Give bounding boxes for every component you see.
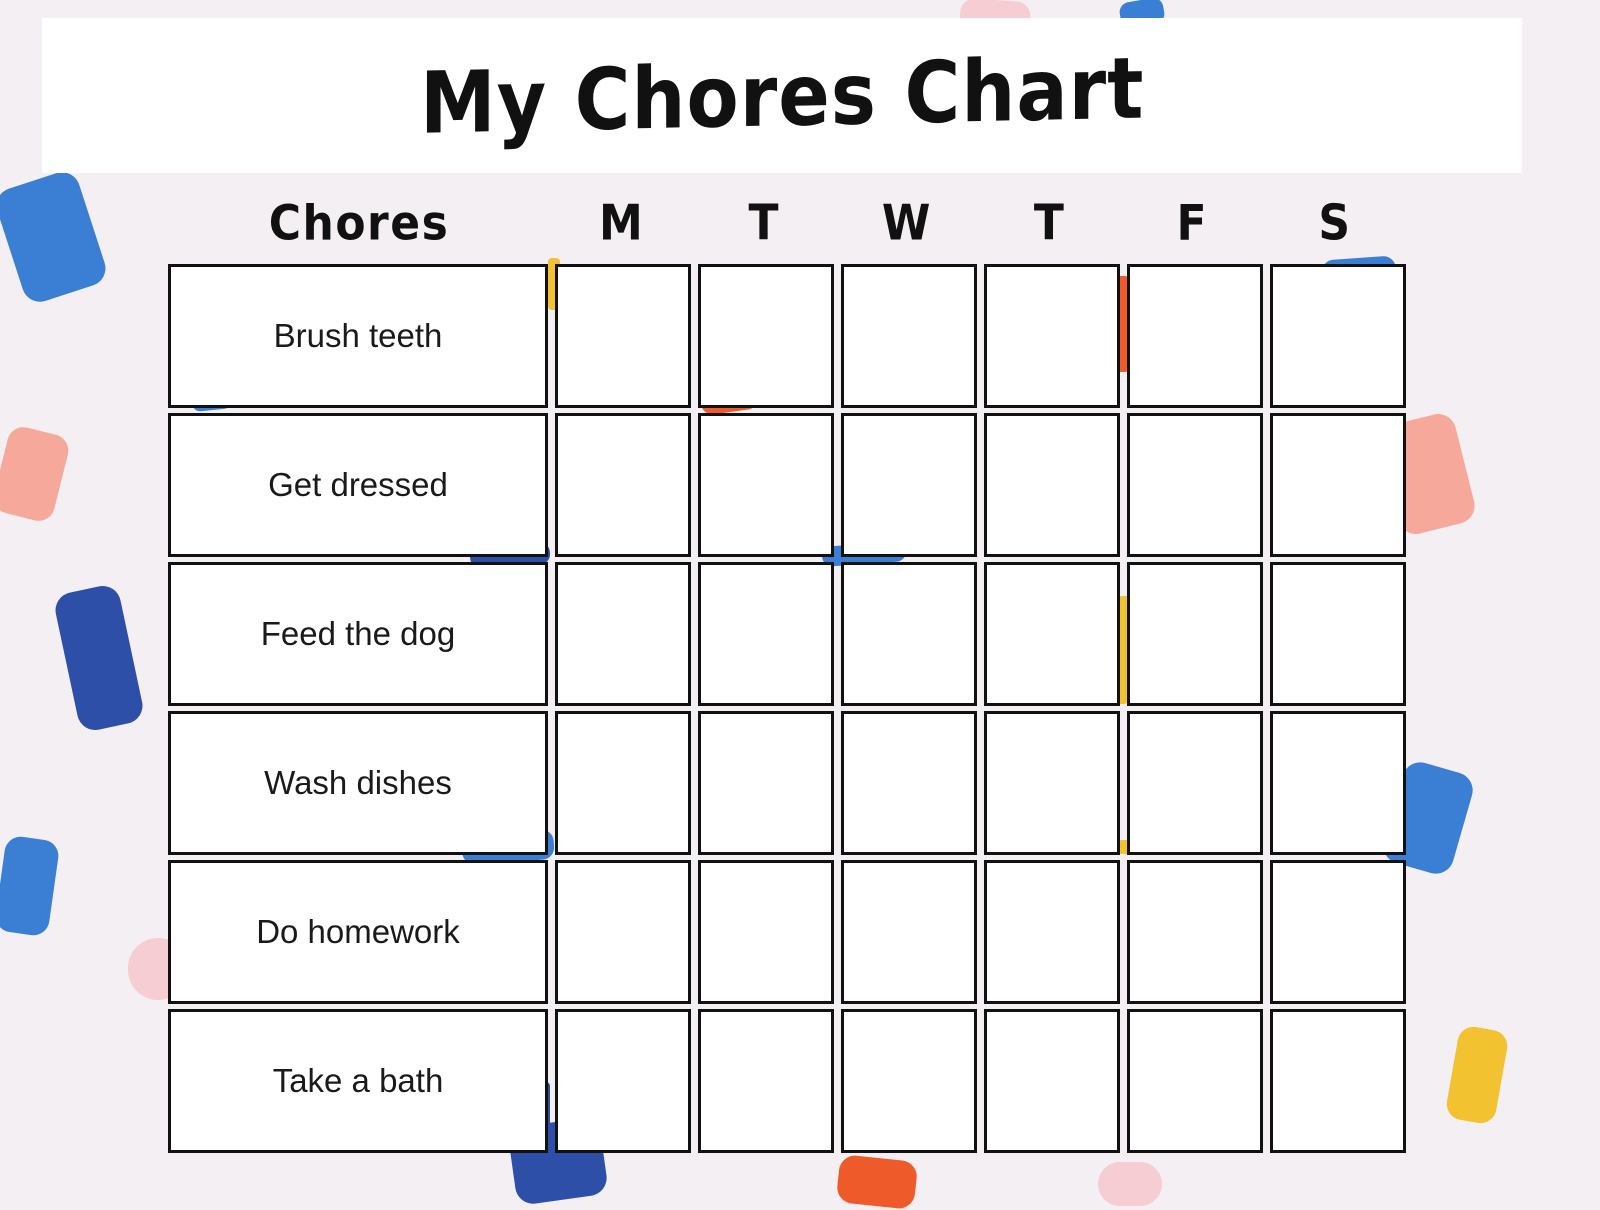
- checkbox-cell[interactable]: [1127, 860, 1263, 1004]
- checkbox-cell[interactable]: [841, 562, 977, 706]
- column-header-day-0: M: [598, 194, 644, 252]
- checkbox-cell[interactable]: [1127, 413, 1263, 557]
- column-header-day-1: T: [748, 194, 780, 252]
- chore-name-cell: [168, 711, 548, 855]
- checkbox-cell[interactable]: [841, 264, 977, 408]
- checkbox-cell[interactable]: [984, 264, 1120, 408]
- checkbox-cell[interactable]: [555, 860, 691, 1004]
- checkbox-cell[interactable]: [555, 413, 691, 557]
- table-row: [168, 264, 1406, 408]
- column-header-chores: Chores: [268, 194, 450, 252]
- checkbox-cell[interactable]: [555, 562, 691, 706]
- checkbox-cell[interactable]: [1270, 711, 1406, 855]
- chore-name-cell: [168, 413, 548, 557]
- chore-label: Take a bath: [272, 1062, 444, 1099]
- chore-name-cell: [168, 860, 548, 1004]
- checkbox-cell[interactable]: [1127, 1009, 1263, 1153]
- checkbox-cell[interactable]: [841, 711, 977, 855]
- table-row: [168, 413, 1406, 557]
- checkbox-cell[interactable]: [1270, 1009, 1406, 1153]
- table-row: [168, 860, 1406, 1004]
- table-row: [168, 711, 1406, 855]
- checkbox-cell[interactable]: [984, 413, 1120, 557]
- checkbox-cell[interactable]: [698, 860, 834, 1004]
- checkbox-cell[interactable]: [555, 711, 691, 855]
- table-header-row: [168, 192, 1406, 254]
- checkbox-cell[interactable]: [841, 1009, 977, 1153]
- chore-label: Do homework: [256, 913, 460, 950]
- checkbox-cell[interactable]: [698, 562, 834, 706]
- checkbox-cell[interactable]: [1270, 860, 1406, 1004]
- chores-grid: [168, 264, 1406, 1153]
- title-banner: [42, 18, 1522, 173]
- checkbox-cell[interactable]: [841, 860, 977, 1004]
- checkbox-cell[interactable]: [698, 1009, 834, 1153]
- checkbox-cell[interactable]: [1127, 562, 1263, 706]
- confetti-shape: [0, 424, 72, 524]
- chore-name-cell: [168, 1009, 548, 1153]
- checkbox-cell[interactable]: [984, 711, 1120, 855]
- column-header-day-2: W: [881, 194, 932, 252]
- chore-name-cell: [168, 264, 548, 408]
- chore-label: Wash dishes: [264, 764, 452, 801]
- checkbox-cell[interactable]: [555, 264, 691, 408]
- chore-label: Feed the dog: [260, 615, 456, 652]
- confetti-shape: [0, 835, 60, 938]
- chore-label: Brush teeth: [273, 317, 443, 354]
- checkbox-cell[interactable]: [1270, 413, 1406, 557]
- checkbox-cell[interactable]: [841, 413, 977, 557]
- checkbox-cell[interactable]: [1270, 562, 1406, 706]
- checkbox-cell[interactable]: [698, 711, 834, 855]
- table-row: [168, 1009, 1406, 1153]
- checkbox-cell[interactable]: [698, 264, 834, 408]
- column-header-day-5: S: [1318, 194, 1352, 252]
- checkbox-cell[interactable]: [1127, 711, 1263, 855]
- checkbox-cell[interactable]: [555, 1009, 691, 1153]
- column-header-day-4: F: [1176, 194, 1208, 252]
- confetti-shape: [836, 1154, 919, 1210]
- table-row: [168, 562, 1406, 706]
- checkbox-cell[interactable]: [984, 562, 1120, 706]
- confetti-shape: [0, 168, 110, 307]
- page-title: My Chores Chart: [419, 38, 1145, 153]
- chore-name-cell: [168, 562, 548, 706]
- checkbox-cell[interactable]: [698, 413, 834, 557]
- column-header-day-3: T: [1033, 194, 1065, 252]
- checkbox-cell[interactable]: [984, 860, 1120, 1004]
- checkbox-cell[interactable]: [1270, 264, 1406, 408]
- checkbox-cell[interactable]: [1127, 264, 1263, 408]
- confetti-shape: [1444, 1024, 1510, 1125]
- confetti-shape: [1098, 1162, 1162, 1206]
- chore-label: Get dressed: [268, 466, 448, 503]
- confetti-shape: [52, 583, 146, 734]
- checkbox-cell[interactable]: [984, 1009, 1120, 1153]
